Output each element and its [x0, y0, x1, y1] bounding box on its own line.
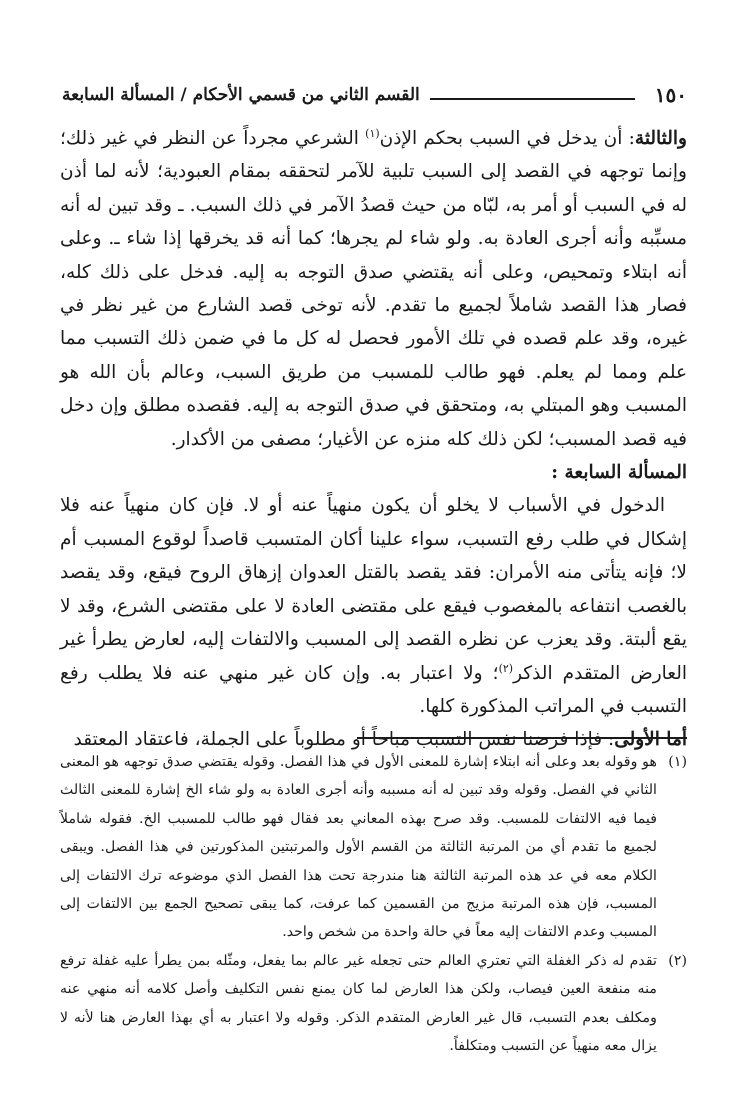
- running-header: [62, 80, 687, 110]
- running-title: القسم الثاني من قسمي الأحكام / المسألة السابعة: [62, 85, 420, 105]
- paragraph-third-rank: [60, 122, 687, 456]
- paragraph-lead: أما الأولى: [614, 729, 687, 751]
- footnote-ref-2[interactable]: (٢): [498, 661, 514, 675]
- paragraph-text: : فإذا فرضنا نفس التسبب مباحاً أو مطلوباً على الجملة، فاعتقاد المعتقد: [73, 729, 615, 751]
- paragraph-lead: والثالثة: [634, 128, 687, 149]
- footnote-text: هو وقوله بعد وعلى أنه ابتلاء إشارة للمعنى الأول في هذا الفصل. وقوله يقتضي صدق توجهه هو المعنى الثاني في الفصل. وقوله وقد تبين له أنه مسببه وأنه أجرى العادة به ولو شاء الخ إشارة للمعنى الثالث فيما فيه الالتفات للمسبب. وقد صرح بهذه المعاني بعد فقال فهو طالب للمسبب الخ. فقوله شاملاً لجميع ما تقدم أي من المرتبة الثالثة من القسم الأول والمرتبتين المذكورتين في هذا الفصل. ويبقى الكلام معه في عد هذه المرتبة الثالثة هنا مندرجة تحت هذا الفصل الذي موضوعه ترك الالتفات إلى المسبب، فإن هذه المرتبة مزيج من القسمين كما عرفت، كما يبقى تصحيح الجمع بين الالتفات إلى المسبب وعدم الالتفات إليه معاً في حالة واحدة من شخص واحد.: [60, 754, 657, 941]
- paragraph-causes: [60, 489, 687, 723]
- footnote-text: تقدم له ذكر الغفلة التي تعتري العالم حتى تجعله غير عالم بما يفعل، ومثّله بمن يطرأ عليه غفلة ترفع منه منفعة العين فيصاب، ولكن هذا العارض لما كان يمنع نفس التكليف وأصل كلامه أنه منهي عنه ومكلف بعدم التسبب، قال غير العارض المتقدم الذكر. وقوله ولا اعتبار به أي بهذا العارض هنا لأنه لا يزال معه منهياً عن التسبب ومتكلفاً.: [60, 952, 657, 1055]
- paragraph-text: : أن يدخل في السبب بحكم الإذن: [379, 128, 635, 149]
- page-number: ١٥٠: [654, 83, 687, 107]
- footnote-ref-1[interactable]: (١): [365, 126, 380, 140]
- footnote-2: [60, 947, 687, 1061]
- paragraph-text: الدخول في الأسباب لا يخلو أن يكون منهياً عنه أو لا. فإن كان منهياً عنه فلا إشكال في طلب رفع التسبب، سواء علينا أكان المتسبب قاصداً لوقوع المسبب أم لا؛ فإنه يتأتى منه الأمران: فقد يقصد بالقتل العدوان إزهاق الروح فيقع، وقد يقصد بالغصب انتفاعه بالمغصوب فيقع على مقتضى العادة لا على مقتضى الشرع، وقد لا يقع ألبتة. وقد يعزب عن نظره القصد إلى المسبب والالتفات إليه، لعارض يطرأ غير العارض المتقدم الذكر: [60, 495, 687, 684]
- footnote-1: [60, 748, 687, 947]
- footnote-marker: (١): [668, 754, 687, 770]
- footnote-marker: (٢): [668, 952, 687, 969]
- footnotes: [60, 748, 687, 1060]
- header-rule: [430, 98, 635, 100]
- paragraph-text: ؛ ولا اعتبار به. وإن كان غير منهي عنه فلا يطلب رفع التسبب في المراتب المذكورة كلها.: [60, 662, 687, 717]
- footnote-separator: [357, 737, 687, 739]
- main-text: [60, 122, 687, 757]
- section-heading: المسألة السابعة :: [551, 462, 687, 484]
- paragraph-text: الشرعي مجرداً عن النظر في غير ذلك؛ وإنما توجهه في القصد إلى السبب تلبية للآمر لتحققه بمقام العبودية؛ لأنه لما أذن له في السبب أو أمر به، لبّاه من حيث قصدُ الآمر في ذلك السبب. ـ وقد تبين له أنه مسبِّبه وأنه أجرى العادة به. ولو شاء لم يجرها؛ كما أنه قد يخرقها إذا شاء ـ. وعلى أنه ابتلاء وتمحيص، وعلى أنه يقتضي صدق التوجه به إليه. فدخل على ذلك كله، فصار هذا القصد شاملاً لجميع ما تقدم. لأنه توخى قصد الشارع من غير نظر في غيره، وقد علم قصده في تلك الأمور فحصل له كل ما في ضمن ذلك التسبب مما علم ومما لم يعلم. فهو طالب للمسبب من طريق السبب، وعالم بأن الله هو المسبب وهو المبتلي به، ومتحقق في صدق التوجه به إليه. فقصده مطلق وإن دخل فيه قصد المسبب؛ لكن ذلك كله منزه عن الأغيار؛ مصفى من الأكدار.: [60, 128, 687, 450]
